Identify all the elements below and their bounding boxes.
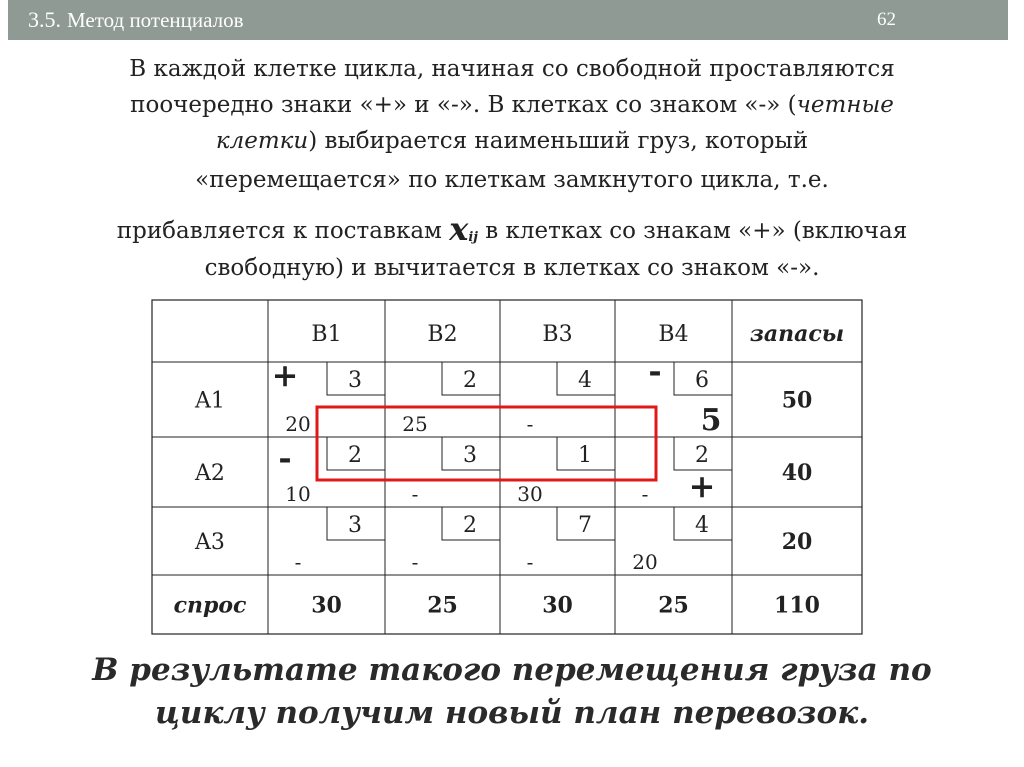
supply-value: 40 bbox=[781, 460, 813, 486]
cost-value: 4 bbox=[578, 368, 592, 393]
shipment-value: - bbox=[411, 482, 419, 506]
shipment-value: - bbox=[526, 550, 534, 574]
cost-value: 2 bbox=[695, 443, 709, 468]
cost-value: 2 bbox=[463, 368, 477, 393]
row-header-a1: A1 bbox=[195, 388, 225, 414]
demand-value: 25 bbox=[658, 592, 689, 619]
cycle-sign: + bbox=[271, 356, 299, 394]
shipment-value: 20 bbox=[285, 412, 311, 436]
demand-value: 30 bbox=[311, 592, 342, 619]
intro-line-3-text: ) выбирается наименьший груз, который bbox=[308, 128, 809, 154]
shipment-value: 10 bbox=[285, 482, 311, 506]
cycle-sign: + bbox=[688, 467, 716, 505]
row-header-a3: A3 bbox=[195, 530, 225, 555]
shipment-value: 5 bbox=[700, 403, 722, 438]
cost-value: 3 bbox=[463, 443, 477, 468]
shipment-value: 20 bbox=[632, 550, 658, 574]
row-header-a2: A2 bbox=[195, 461, 225, 486]
intro-line-3-italic: клетки bbox=[215, 128, 309, 154]
cost-value: 2 bbox=[463, 513, 477, 538]
supply-header: запасы bbox=[749, 321, 845, 347]
section-name: Метод потенциалов bbox=[67, 8, 244, 32]
shipment-value: 25 bbox=[402, 412, 428, 436]
intro-line-4: «перемещается» по клеткам замкнутого цикла, т.е. bbox=[195, 167, 829, 193]
demand-value: 25 bbox=[427, 592, 458, 619]
table-border bbox=[152, 300, 862, 634]
variable-index: ij bbox=[468, 230, 478, 245]
shipment-value: 30 bbox=[517, 482, 543, 506]
intro-line-5-end: в клетках со знакам «+» (включая bbox=[485, 218, 908, 244]
col-header-b2: B2 bbox=[427, 322, 458, 347]
supply-value: 50 bbox=[781, 387, 813, 414]
intro-line-6: свободную) и вычитается в клетках со знаком «-». bbox=[204, 255, 820, 281]
demand-label: спрос bbox=[173, 592, 247, 619]
cost-value: 1 bbox=[578, 443, 592, 468]
col-header-b3: B3 bbox=[542, 322, 573, 347]
intro-line-5-start: прибавляется к поставкам bbox=[116, 218, 442, 244]
cost-value: 6 bbox=[695, 368, 709, 393]
conclusion-line-1: В результате такого перемещения груза по bbox=[92, 652, 932, 688]
section-number: 3.5. bbox=[28, 7, 61, 32]
intro-line-2-italic: четные bbox=[796, 92, 894, 118]
cost-value: 2 bbox=[348, 443, 362, 468]
shipment-value: - bbox=[411, 550, 419, 574]
total-value: 110 bbox=[774, 592, 820, 619]
variable-symbol: x bbox=[449, 210, 469, 248]
cycle-sign: - bbox=[278, 439, 292, 477]
shipment-value: - bbox=[641, 482, 649, 506]
cost-value: 4 bbox=[695, 513, 709, 538]
intro-line-2-text: поочередно знаки «+» и «-». В клетках со знаком «-» ( bbox=[130, 92, 797, 118]
page-number: 62 bbox=[877, 9, 896, 30]
shipment-value: - bbox=[526, 412, 534, 436]
shipment-value: - bbox=[294, 550, 302, 574]
cycle-path bbox=[317, 407, 656, 480]
supply-value: 20 bbox=[781, 529, 813, 555]
col-header-b1: B1 bbox=[311, 322, 342, 347]
cycle-sign: - bbox=[648, 352, 662, 390]
intro-line-1: В каждой клетке цикла, начиная со свободной проставляются bbox=[129, 56, 895, 82]
cost-value: 3 bbox=[348, 368, 362, 393]
cost-value: 3 bbox=[348, 513, 362, 538]
conclusion-line-2: циклу получим новый план перевозок. bbox=[155, 695, 869, 731]
demand-value: 30 bbox=[542, 592, 573, 619]
cost-value: 7 bbox=[578, 513, 592, 538]
col-header-b4: B4 bbox=[658, 322, 689, 347]
